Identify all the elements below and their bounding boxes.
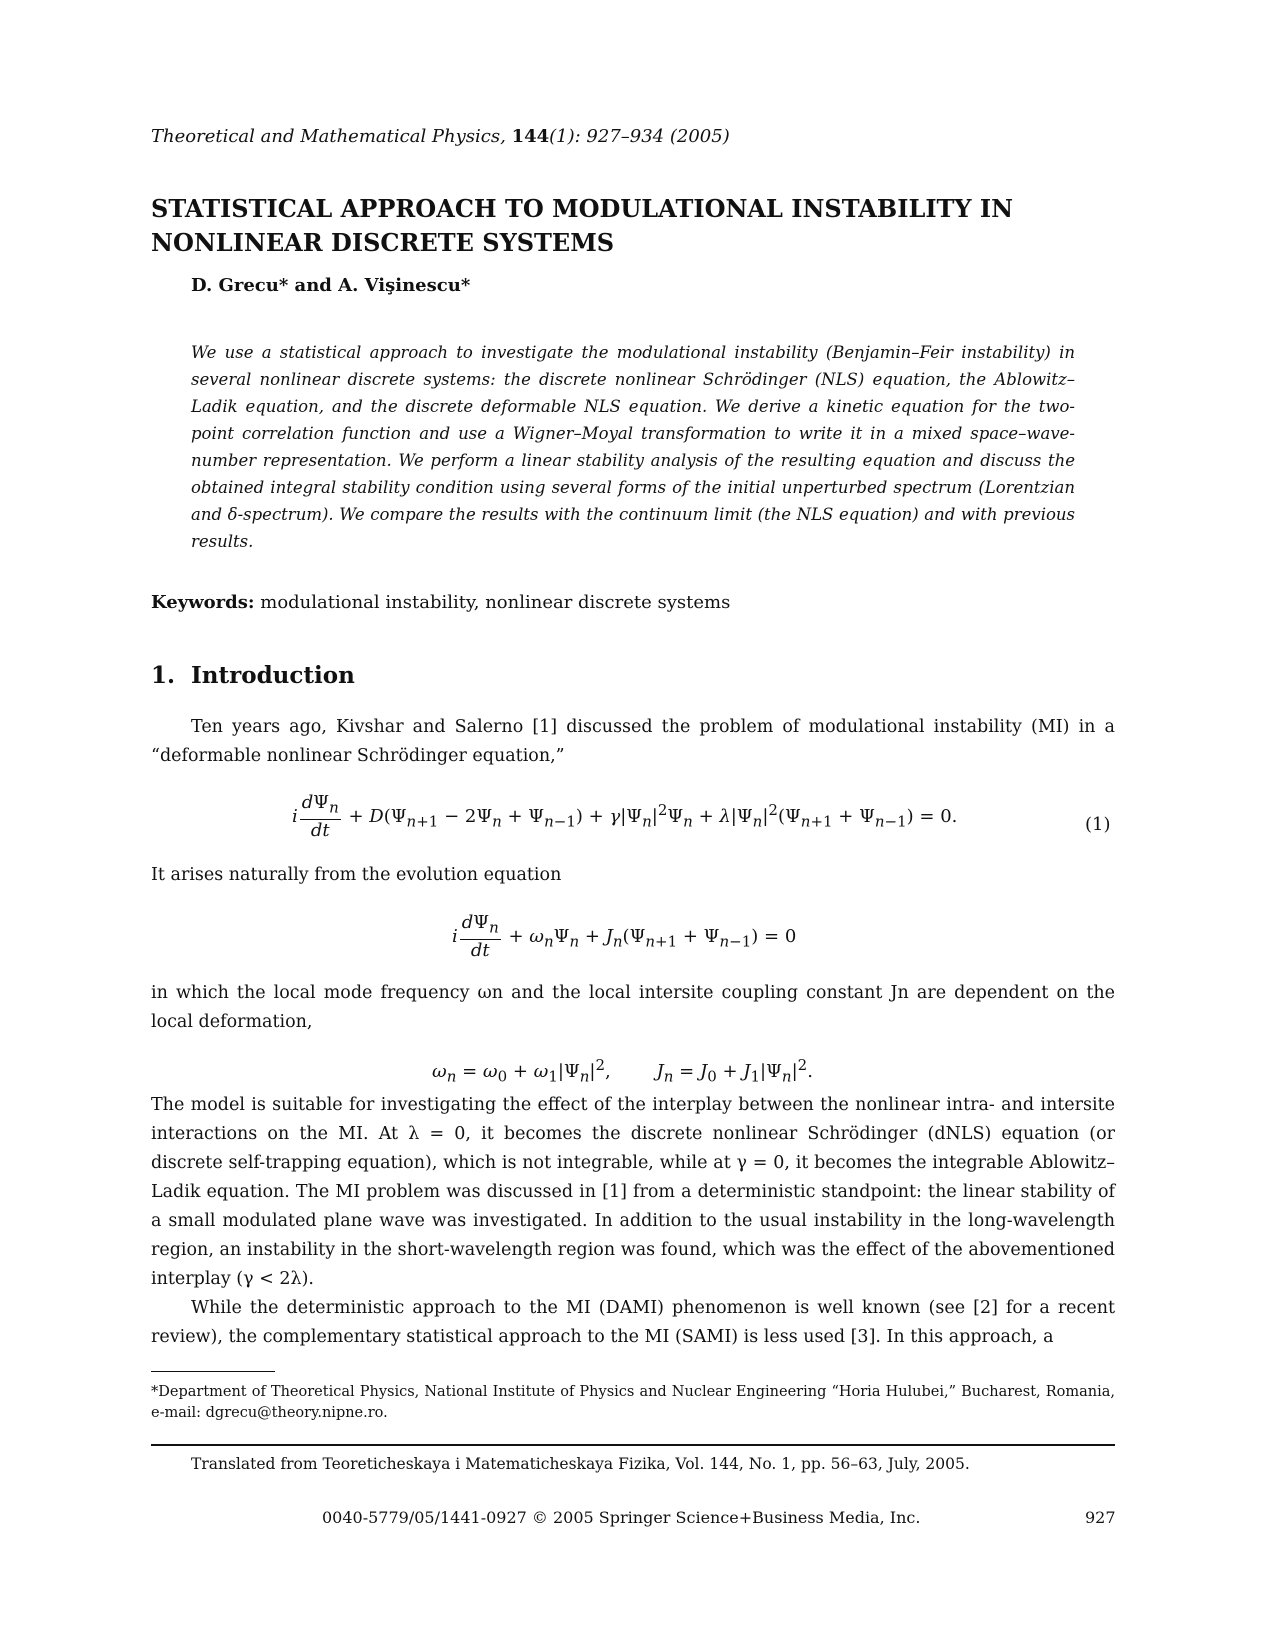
equation-1: i $\frac{d\Psi_n}{dt}$ + $D(\Psi_{n+1} - 2\Psi_n + \Psi_{n-1}) + \gamma|\Psi_n|^2\Psi_n + \lambda|\Psi_n|^2(\Psi_{n+1} + \Psi_{n-1}) = 0$.	[292, 792, 958, 841]
paragraph-2: It arises naturally from the evolution equation	[151, 865, 562, 885]
paragraph-3: in which the local mode frequency ωn and the local intersite coupling constant Jn are dependent on the local deformation,	[151, 983, 1115, 1032]
journal-name: Theoretical and Mathematical Physics,	[151, 126, 506, 147]
paragraph-4: The model is suitable for investigating the effect of the interplay between the nonlinear intra- and intersite interactions on the MI. At λ = 0, it becomes the discrete nonlinear Schrödinger (dNLS) equation (or discrete self-trapping equation), which is not integrable, while at γ = 0, it becomes the integrable Ablowitz–Ladik equation. The MI problem was discussed in [1] from a deterministic standpoint: the linear stability of a small modulated plane wave was investigated. In addition to the usual instability in the long-wavelength region, an instability in the short-wavelength region was found, which was the effect of the abovementioned interplay (γ < 2λ).	[151, 1095, 1115, 1289]
paper-title: STATISTICAL APPROACH TO MODULATIONAL INSTABILITY IN NONLINEAR DISCRETE SYSTEMS	[151, 194, 1014, 257]
section-heading	[151, 662, 355, 689]
journal-citation	[151, 126, 730, 147]
footnote-rule	[151, 1371, 275, 1372]
paragraph-1: Ten years ago, Kivshar and Salerno [1] discussed the problem of modulational instability (MI) in a “deformable nonlinear Schrödinger equation,”	[151, 717, 1115, 766]
journal-volume: 144	[511, 126, 550, 147]
keywords-text: modulational instability, nonlinear discrete systems	[260, 592, 731, 613]
page-footer-rule	[151, 1444, 1115, 1446]
keywords	[151, 592, 730, 613]
equation-1-number: (1)	[1085, 814, 1111, 835]
footnote: *Department of Theoretical Physics, National Institute of Physics and Nuclear Engineering “Horia Hulubei,” Bucharest, Romania, e-mail: dgrecu@theory.nipne.ro.	[151, 1384, 1115, 1421]
section-number: 1.	[151, 662, 176, 689]
section-title: Introduction	[191, 662, 355, 689]
copyright-line: 0040-5779/05/1441-0927 © 2005 Springer Science+Business Media, Inc.	[322, 1508, 921, 1527]
abstract: We use a statistical approach to investigate the modulational instability (Benjamin–Feir instability) in several nonlinear discrete systems: the discrete nonlinear Schrödinger (NLS) equation, the Ablowitz–Ladik equation, and the discrete deformable NLS equation. We derive a kinetic equation for the two-point correlation function and use a Wigner–Moyal transformation to write it in a mixed space–wave-number representation. We perform a linear stability analysis of the resulting equation and discuss the obtained integral stability condition using several forms of the initial unperturbed spectrum (Lorentzian and δ-spectrum). We compare the results with the continuum limit (the NLS equation) and with previous results.	[191, 343, 1075, 551]
translation-note: Translated from Teoreticheskaya i Matematicheskaya Fizika, Vol. 144, No. 1, pp. 56–63, July, 2005.	[191, 1455, 970, 1473]
paragraph-5: While the deterministic approach to the MI (DAMI) phenomenon is well known (see [2] for a recent review), the complementary statistical approach to the MI (SAMI) is less used [3]. In this approach, a	[151, 1298, 1115, 1347]
equation-definitions: $\omega_n = \omega_0 + \omega_1|\Psi_n|^2$, $J_n = J_0 + J_1|\Psi_n|^2$.	[432, 1056, 813, 1086]
keywords-label: Keywords:	[151, 592, 255, 613]
equation-evolution: i $\frac{d\Psi_n}{dt}$ + $\omega_n\Psi_n + J_n(\Psi_{n+1} + \Psi_{n-1}) = 0$	[452, 912, 797, 961]
journal-issue-pages: (1): 927–934 (2005)	[549, 126, 730, 147]
paper-authors: D. Grecu* and A. Vişinescu*	[191, 275, 471, 296]
page-number: 927	[1085, 1508, 1116, 1527]
